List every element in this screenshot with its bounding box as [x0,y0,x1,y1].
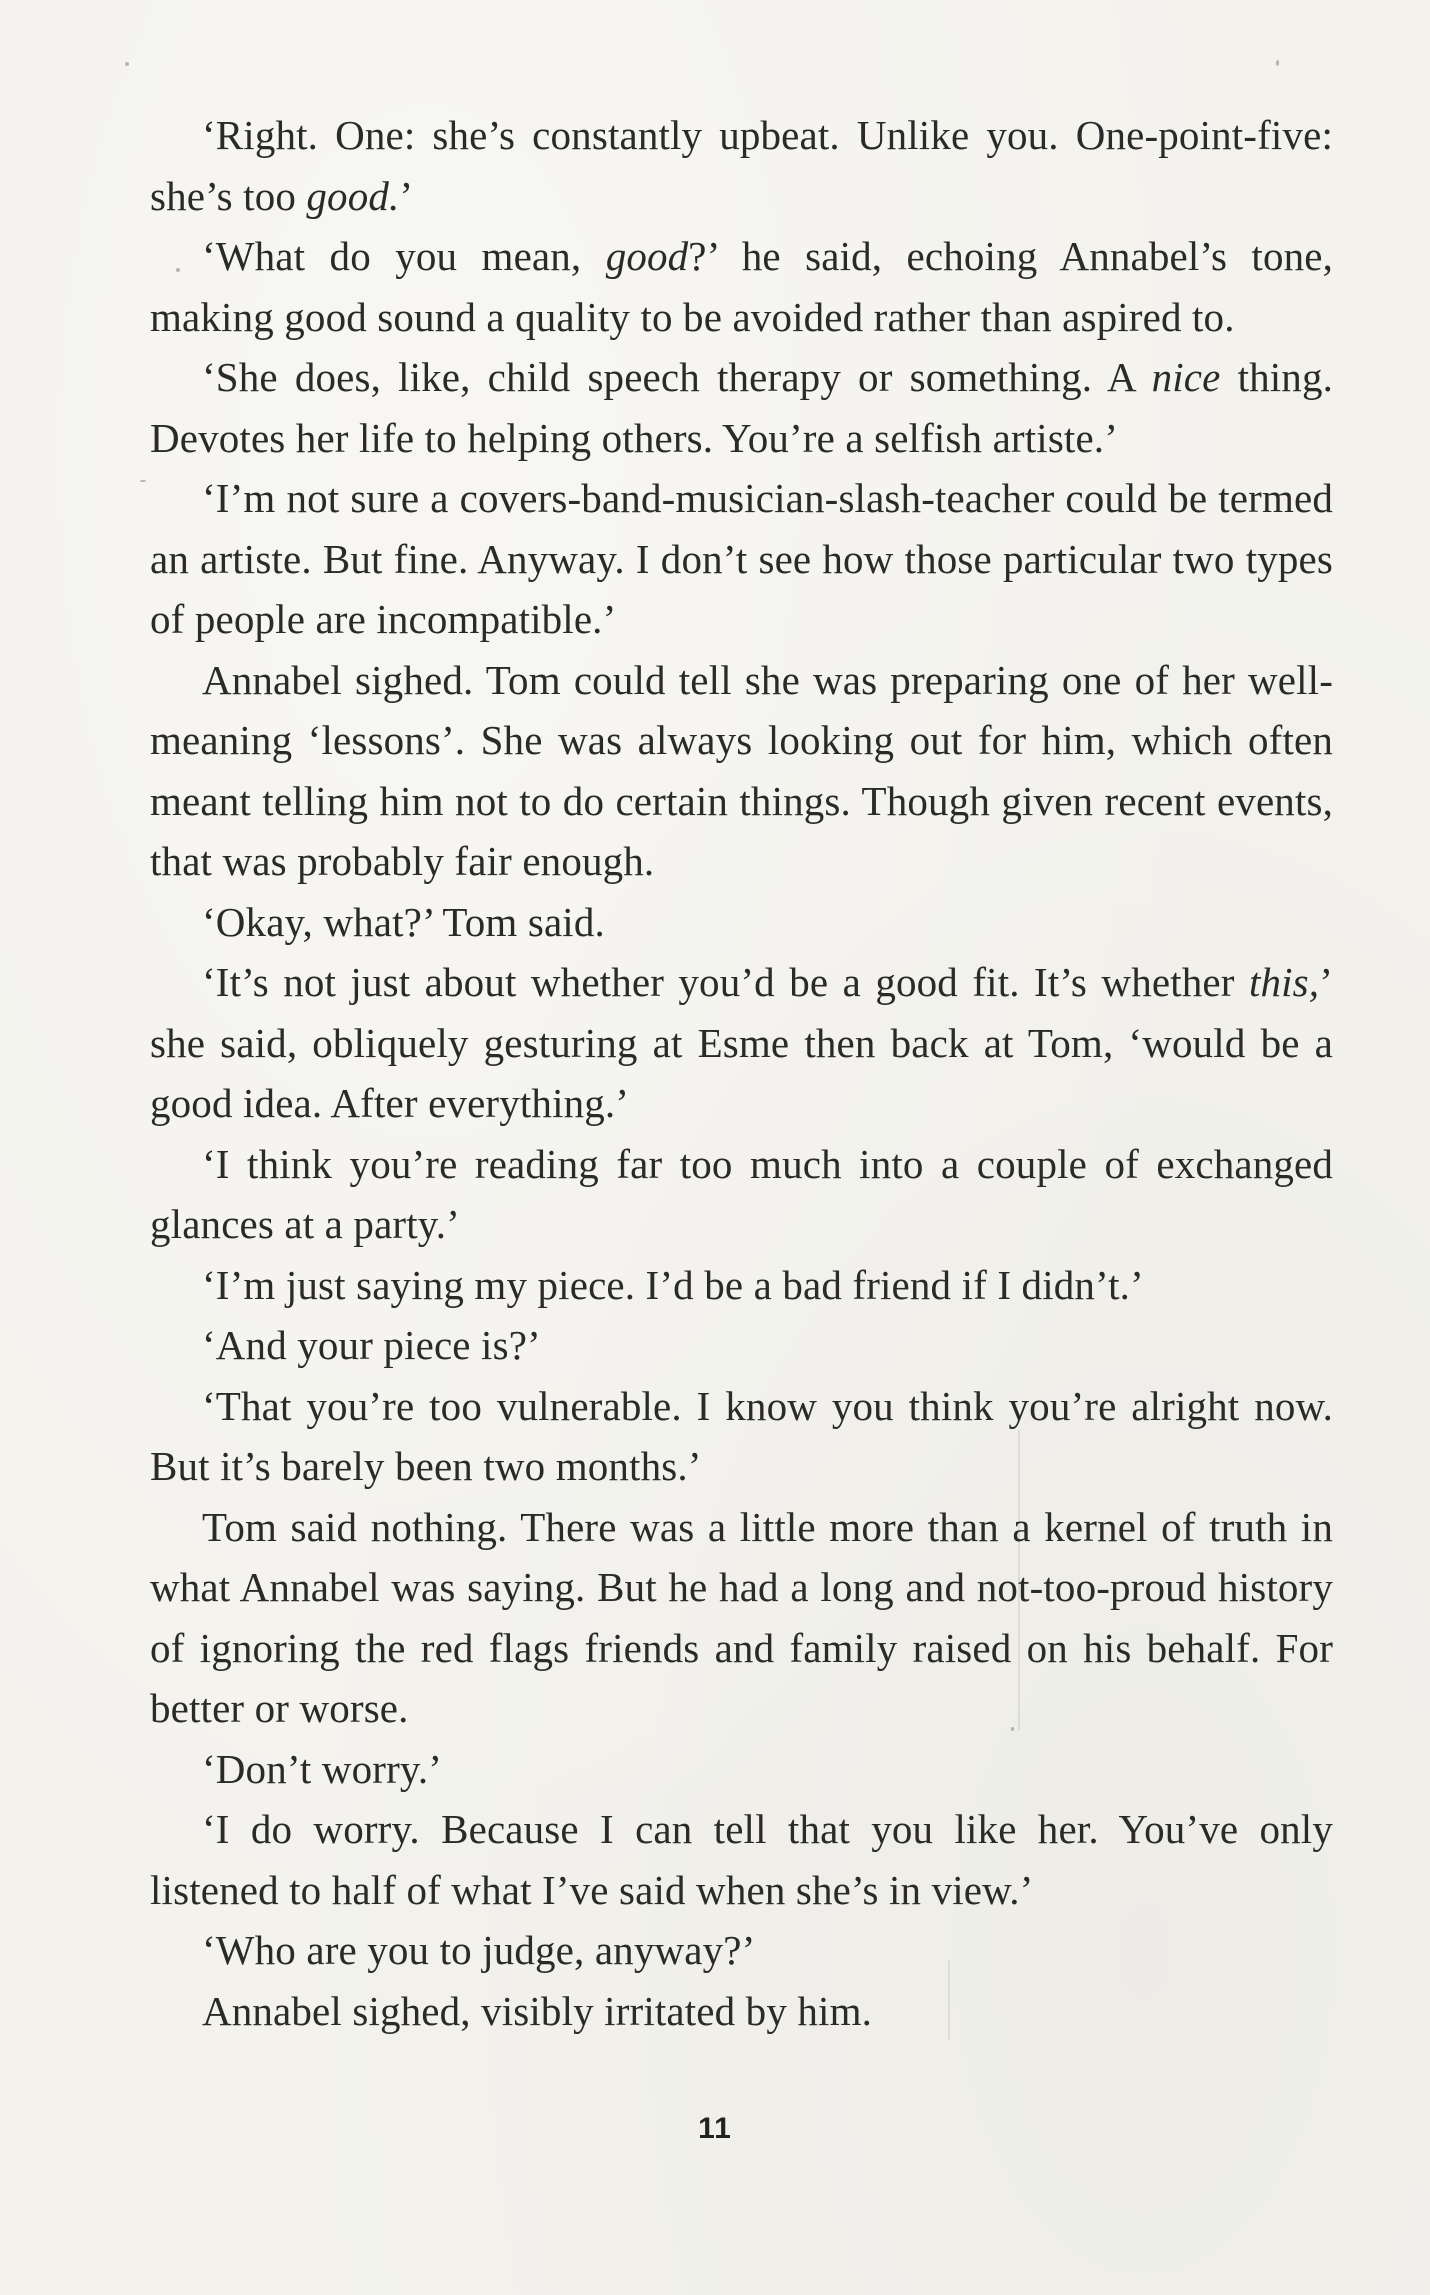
text-run: ‘Who are you to judge, anyway?’ [202,1927,756,1973]
text-run: Annabel sighed. Tom could tell she was preparing one of her well-meaning ‘lessons’. She was always looking out for him, which often meant telling him not to do certain things. Though given recent events, that was probably fair enough. [150,656,1333,884]
paragraph [150,226,1333,347]
paragraph [150,650,1333,892]
paper-speck [125,62,129,66]
text-run: ‘Okay, what?’ Tom said. [202,898,605,945]
italic-text: nice [1151,354,1221,400]
paragraph [150,347,1333,468]
paragraph [150,952,1333,1134]
body-text [150,105,1333,2041]
text-run: ‘It’s not just about whether you’d be a good fit. It’s whether [202,959,1249,1005]
text-run: ‘Don’t worry.’ [202,1745,443,1792]
text-run: thing. Devotes her life to helping others. You’re a selfish artiste.’ [150,354,1334,461]
italic-text: good. [306,172,400,219]
paragraph [150,892,1333,953]
text-run: ‘I think you’re reading far too much into a couple of exchanged glances at a party.’ [150,1140,1333,1247]
page-number: 11 [698,2112,732,2145]
text-run: Tom said nothing. There was a little more than a kernel of truth in what Annabel was saying. But he had a long and not-too-proud history of ignoring the red flags friends and family raised on his behalf. For better or worse. [150,1503,1333,1731]
text-run: ‘I do worry. Because I can tell that you like her. You’ve only listened to half of what I’ve said when she’s in view.’ [150,1806,1333,1913]
paragraph [150,1920,1333,1981]
text-run: ‘And your piece is?’ [202,1322,541,1368]
paragraph [150,1255,1333,1316]
text-run: ‘What do you mean, [202,233,606,279]
text-run: ’ she said, obliquely gesturing at Esme then back at Tom, ‘would be a good idea. After everything.’ [150,959,1333,1126]
paragraph [150,1739,1333,1800]
text-run: ‘I’m not sure a covers-band-musician-slash-teacher could be termed an artiste. But fine. Anyway. I don’t see how those particular two types of people are incompatible.’ [150,475,1333,642]
text-run: ‘She does, like, child speech therapy or something. A [202,354,1152,400]
text-run: ’ [399,172,414,219]
italic-text: this, [1248,959,1320,1005]
paragraph [150,468,1333,650]
paragraph [150,1497,1333,1739]
italic-text: good [605,233,689,279]
paragraph [150,1376,1333,1497]
paper-speck [140,480,146,482]
paragraph [150,1799,1333,1920]
text-run: ‘I’m just saying my piece. I’d be a bad friend if I didn’t.’ [202,1261,1144,1308]
paragraph [150,1981,1333,2042]
paragraph [150,1315,1333,1376]
paragraph [150,1134,1333,1255]
paper-speck [1276,60,1279,66]
text-run: ?’ he said, echoing Annabel’s tone, making good sound a quality to be avoided rather than aspired to. [150,233,1334,340]
text-run: ‘That you’re too vulnerable. I know you think you’re alright now. But it’s barely been two months.’ [150,1382,1333,1489]
text-run: Annabel sighed, visibly irritated by him. [202,1987,873,2034]
text-run: ‘Right. One: she’s constantly upbeat. Unlike you. One-point-five: she’s too [150,112,1333,219]
paragraph [150,105,1333,226]
